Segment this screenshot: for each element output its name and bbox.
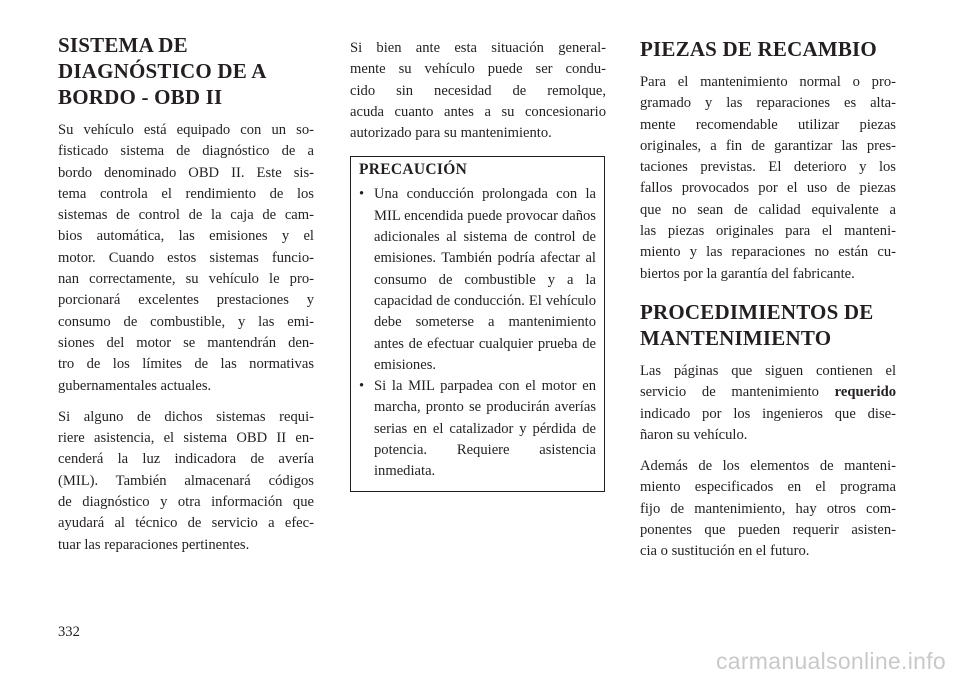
text-line: ayudará al técnico de servicio a efec- [58,515,314,532]
text-line: mente recomendable utilizar piezas [640,116,896,133]
caution-item [359,184,596,376]
watermark: carmanualsonline.info [715,648,946,674]
text-line: Las páginas que siguen contienen el [640,362,896,379]
text-line: taciones previstas. El deterioro y los [640,159,896,176]
text-line: consumo de combustible, y las emi- [58,313,314,330]
text-line: porcionará excelentes prestaciones y [58,292,314,309]
text-line: tro de los límites de las normativas [58,356,314,373]
paragraph-procedures [640,361,896,446]
paragraph-obd-dealer [350,38,606,144]
title-line: BORDO - OBD II [58,85,223,109]
text-line: acuda cuanto antes a su concesionario [350,103,606,120]
section-title-parts: PIEZAS DE RECAMBIO [640,37,877,61]
section-title-procedures [640,299,896,351]
text-line: Si bien ante esta situación general- [350,40,606,56]
text-line: fijo de mantenimiento, hay otros com- [640,500,896,517]
text-line: Para el mantenimiento normal o pro- [640,74,896,90]
caution-item-text: Una conducción prolongada con la MIL encendida puede provocar daños adicionales al sistema de control de emisiones. También podría afectar al consumo de combustible y a la capacidad de conducción. El vehículo debe someterse a mantenimiento antes de efectuar cualquier prueba de emisiones. [374,186,596,373]
title-line: DIAGNÓSTICO DE A [58,59,267,83]
caution-box [350,156,605,491]
paragraph-obd-intro [58,120,314,397]
text-line: tema controla el rendimiento de los [58,185,314,202]
text-line: tuar las reparaciones pertinentes. [58,536,250,553]
emphasis-required: requerido [834,384,896,401]
text-line: gramado y las reparaciones es alta- [640,95,896,112]
text-line: nan correctamente, su vehículo le pro- [58,271,314,288]
text-line: miento especificados en el programa [640,479,896,496]
text-line: ñaron su vehículo. [640,426,748,443]
text-line: (MIL). También almacenará códigos [58,472,314,489]
text-line: originales, a fin de garantizar las pres- [640,137,896,154]
text-line: biertos por la garantía del fabricante. [640,265,855,282]
text-line: gubernamentales actuales. [58,377,212,394]
text-line [640,382,896,403]
text-line: motor. Cuando estos sistemas funcio- [58,249,314,266]
title-line: PROCEDIMIENTOS DE [640,299,874,324]
text-line: cido sin necesidad de remolque, [350,82,606,99]
text-line: cia o sustitución en el futuro. [640,543,810,560]
title-line: SISTEMA DE [58,33,188,57]
text-line: fisticado sistema de diagnóstico de a [58,143,314,160]
caution-list [359,184,596,482]
caution-title: PRECAUCIÓN [359,161,468,179]
text-line: riere asistencia, el sistema OBD II en- [58,430,314,447]
paragraph-obd-mil [58,407,314,556]
text-line: Su vehículo está equipado con un so- [58,122,314,138]
text-line: fallos provocados por el uso de piezas [640,180,896,197]
text-line: las piezas originales para el manteni- [640,223,896,240]
text-line: que no sean de calidad equivalente a [640,201,896,218]
text-line: siones del motor se mantendrán den- [58,334,314,351]
text-line: autorizado para su mantenimiento. [350,125,552,142]
column-right [640,32,896,573]
page-number: 332 [58,624,80,640]
text-line: Además de los elementos de manteni- [640,458,896,475]
text-line: sistemas de control de la caja de cam- [58,207,314,224]
caution-item [359,376,596,482]
text-line: mente su vehículo puede ser condu- [350,61,606,78]
text-line: indicado por los ingenieros que dise- [640,405,896,422]
bullet-icon: • [359,378,365,395]
text-line: de diagnóstico y otra información que [58,494,314,511]
text-line: ponentes que pueden requerir asisten- [640,522,896,539]
text-line: cenderá la luz indicadora de avería [58,451,314,468]
paragraph-parts [640,72,896,285]
text-line: bios automática, las emisiones y el [58,228,314,245]
caution-item-text: Si la MIL parpadea con el motor en marcha, pronto se producirán averías serias en el catalizador y pérdida de potencia. Requiere asistencia inmediata. [374,378,596,480]
text-line: miento y las reparaciones no están cu- [640,244,896,261]
section-title-obd [58,32,314,110]
column-left [58,32,314,566]
text-line: bordo denominado OBD II. Este sis- [58,164,314,181]
column-middle [350,38,606,492]
paragraph-additional [640,456,896,562]
text-line: Si alguno de dichos sistemas requi- [58,408,314,425]
text-fragment: servicio de mantenimiento [640,384,835,401]
title-line: MANTENIMIENTO [640,325,832,350]
bullet-icon: • [359,186,365,203]
